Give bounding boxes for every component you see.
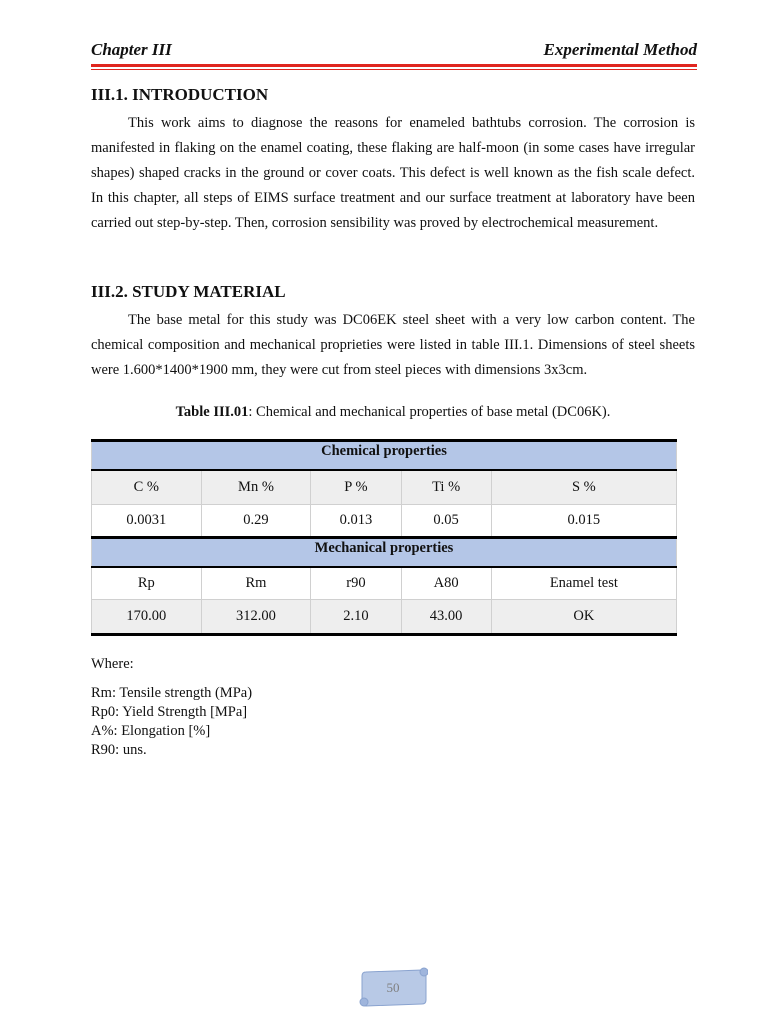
table-cell: A80 (401, 567, 491, 600)
where-label: Where: (91, 656, 134, 672)
chapter-label: Chapter III (91, 40, 172, 59)
note-item: A%: Elongation [%] (91, 723, 211, 739)
mechanical-section-row (92, 538, 677, 568)
chemical-values-row (92, 505, 677, 538)
table-cell: Enamel test (491, 567, 676, 600)
table-cell: P % (311, 470, 401, 505)
note-item: Rp0: Yield Strength [MPa] (91, 704, 248, 720)
note-item: Rm: Tensile strength (MPa) (91, 685, 253, 701)
introduction-paragraph: This work aims to diagnose the reasons for enameled bathtubs corrosion. The corrosion is manifested in flaking on the enamel coating, these flaking are half-moon (in some cases have irregular shapes) shaped cracks in the ground or cover coats. This defect is well known as the fish scale defect. In this chapter, all steps of EIMS surface treatment and our surface treatment at laboratory have been carried out step-by-step. Then, corrosion sensibility was proved by electrochemical measurement. (91, 115, 695, 231)
properties-table (91, 439, 677, 636)
table-cell: 170.00 (92, 600, 202, 635)
page-number: 50 (386, 980, 400, 995)
table-cell: 2.10 (311, 600, 401, 635)
table-cell: 312.00 (201, 600, 311, 635)
mechanical-section-title: Mechanical properties (92, 538, 677, 568)
table-cell: S % (491, 470, 676, 505)
table-cell: C % (92, 470, 202, 505)
section-title-label: Experimental Method (543, 40, 697, 59)
table-cell: Rp (92, 567, 202, 600)
table-cell: OK (491, 600, 676, 635)
page-number-badge (358, 966, 428, 1008)
chemical-section-row (92, 441, 677, 471)
header-rule-thin (91, 69, 697, 70)
table-cell: 0.015 (491, 505, 676, 538)
table-caption (91, 404, 695, 421)
table-cell: Ti % (401, 470, 491, 505)
introduction-heading: III.1. INTRODUCTION (91, 85, 269, 104)
table-cell: Rm (201, 567, 311, 600)
table-cell: 0.013 (311, 505, 401, 538)
table-cell: 43.00 (401, 600, 491, 635)
mechanical-header-row (92, 567, 677, 600)
table-caption-label: Table III.01 (175, 404, 249, 420)
table-cell: 0.0031 (92, 505, 202, 538)
chemical-section-title: Chemical properties (92, 441, 677, 471)
study-material-heading: III.2. STUDY MATERIAL (91, 282, 286, 301)
header-rule (91, 64, 697, 67)
table-cell: 0.29 (201, 505, 311, 538)
table-cell: r90 (311, 567, 401, 600)
chemical-header-row (92, 470, 677, 505)
table-cell: 0.05 (401, 505, 491, 538)
table-caption-text: : Chemical and mechanical properties of base metal (DC06K). (248, 404, 611, 420)
table-cell: Mn % (201, 470, 311, 505)
note-item: R90: uns. (91, 742, 147, 758)
mechanical-values-row (92, 600, 677, 635)
study-material-paragraph: The base metal for this study was DC06EK steel sheet with a very low carbon content. The chemical composition and mechanical proprieties were listed in table III.1. Dimensions of steel sheets were 1.600*1400*1900 mm, they were cut from steel pieces with dimensions 3x3cm. (91, 312, 695, 378)
